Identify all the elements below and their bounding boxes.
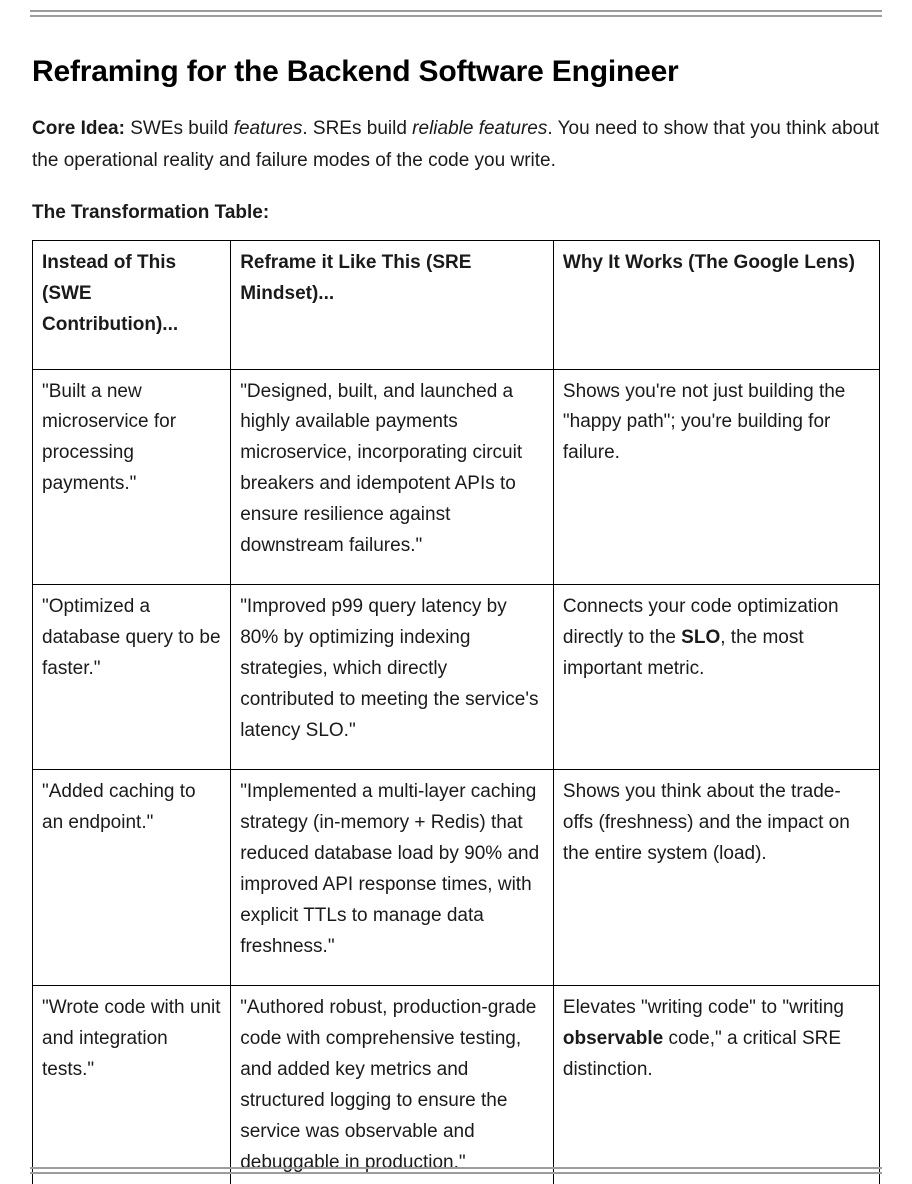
table-row: [33, 369, 880, 585]
table-row: [33, 585, 880, 770]
cell-sre-reframe: "Implemented a multi-layer caching strategy (in-memory + Redis) that reduced database load by 90% and improved API response times, with explicit TTLs to manage data freshness.": [231, 770, 554, 986]
cell-swe-contribution: "Built a new microservice for processing payments.": [33, 369, 231, 585]
transformation-table: [32, 240, 880, 1184]
cell-sre-reframe: "Designed, built, and launched a highly available payments microservice, incorporating circuit breakers and idempotent APIs to ensure resilience against downstream failures.": [231, 369, 554, 585]
table-row: [33, 985, 880, 1184]
page-title: Reframing for the Backend Software Engineer: [32, 55, 679, 88]
top-divider: [30, 10, 882, 17]
cell-swe-contribution: "Wrote code with unit and integration tests.": [33, 985, 231, 1184]
table-label: The Transformation Table:: [32, 201, 270, 223]
document-content: [0, 55, 912, 1184]
cell-why-it-works: Shows you think about the trade-offs (freshness) and the impact on the entire system (load).: [553, 770, 879, 986]
table-header-row: [33, 240, 880, 369]
core-idea-paragraph: Core Idea: SWEs build features. SREs build reliable features. You need to show that you think about the operational reality and failure modes of the code you write.: [32, 118, 880, 172]
cell-sre-reframe: "Authored robust, production-grade code with comprehensive testing, and added key metrics and structured logging to ensure the service was observable and debuggable in production.": [231, 985, 554, 1184]
table-row: [33, 770, 880, 986]
header-why-it-works: Why It Works (The Google Lens): [553, 240, 879, 369]
header-instead-of-this: Instead of This (SWE Contribution)...: [33, 240, 231, 369]
bottom-divider: [30, 1167, 882, 1174]
cell-why-it-works: Connects your code optimization directly to the SLO, the most important metric.: [553, 585, 879, 770]
cell-why-it-works: Elevates "writing code" to "writing observable code," a critical SRE distinction.: [553, 985, 879, 1184]
header-reframe-like-this: Reframe it Like This (SRE Mindset)...: [231, 240, 554, 369]
cell-swe-contribution: "Added caching to an endpoint.": [33, 770, 231, 986]
cell-swe-contribution: "Optimized a database query to be faster.": [33, 585, 231, 770]
cell-sre-reframe: "Improved p99 query latency by 80% by optimizing indexing strategies, which directly contributed to meeting the service's latency SLO.": [231, 585, 554, 770]
cell-why-it-works: Shows you're not just building the "happy path"; you're building for failure.: [553, 369, 879, 585]
